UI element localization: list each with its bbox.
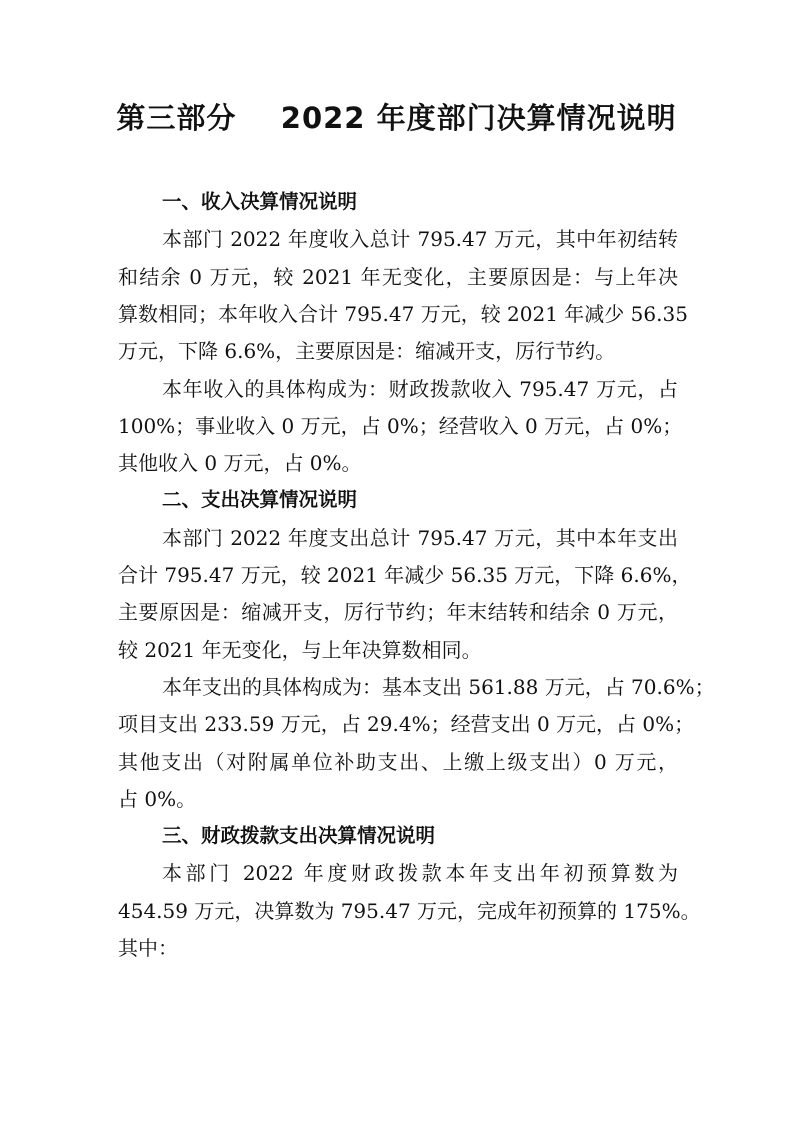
paragraph-line: 本年收入的具体构成为：财政拨款收入 795.47 万元，占 xyxy=(162,376,678,401)
paragraph-line: 和结余 0 万元，较 2021 年无变化，主要原因是：与上年决 xyxy=(118,264,678,289)
paragraph-line: 100%；事业收入 0 万元，占 0%；经营收入 0 万元，占 0%； xyxy=(118,413,683,438)
paragraph-line: 占 0%。 xyxy=(118,786,197,811)
paragraph-line: 其中： xyxy=(118,936,178,960)
page-title: 第三部分 2022 年度部门决算情况说明 xyxy=(116,101,677,135)
paragraph-line: 其他支出（对附属单位补助支出、上缴上级支出）0 万元， xyxy=(118,749,678,774)
paragraph-line: 合计 795.47 万元，较 2021 年减少 56.35 万元，下降 6.6%， xyxy=(118,563,692,587)
paragraph-line: 本部门 2022 年度支出总计 795.47 万元，其中本年支出 xyxy=(162,525,678,550)
section-heading: 二、支出决算情况说明 xyxy=(162,488,358,512)
paragraph-line: 万元，下降 6.6%，主要原因是：缩减开支，厉行节约。 xyxy=(118,339,616,364)
paragraph-line: 本部门 2022 年度财政拨款本年支出年初预算数为 xyxy=(162,861,678,886)
paragraph-line: 本部门 2022 年度收入总计 795.47 万元，其中年初结转 xyxy=(162,227,678,252)
paragraph-line: 454.59 万元，决算数为 795.47 万元，完成年初预算的 175%。 xyxy=(118,898,701,923)
section-heading: 一、收入决算情况说明 xyxy=(162,190,358,213)
paragraph-line: 项目支出 233.59 万元，占 29.4%；经营支出 0 万元，占 0%； xyxy=(118,712,695,737)
paragraph-line: 其他收入 0 万元，占 0%。 xyxy=(118,451,362,476)
section-heading: 三、财政拨款支出决算情况说明 xyxy=(162,824,436,848)
paragraph-line: 较 2021 年无变化，与上年决算数相同。 xyxy=(118,637,482,662)
paragraph-line: 主要原因是：缩减开支，厉行节约；年末结转和结余 0 万元， xyxy=(118,600,678,625)
paragraph-line: 本年支出的具体构成为：基本支出 561.88 万元，占 70.6%； xyxy=(162,674,715,699)
paragraph-line: 算数相同；本年收入合计 795.47 万元，较 2021 年减少 56.35 xyxy=(118,301,688,326)
